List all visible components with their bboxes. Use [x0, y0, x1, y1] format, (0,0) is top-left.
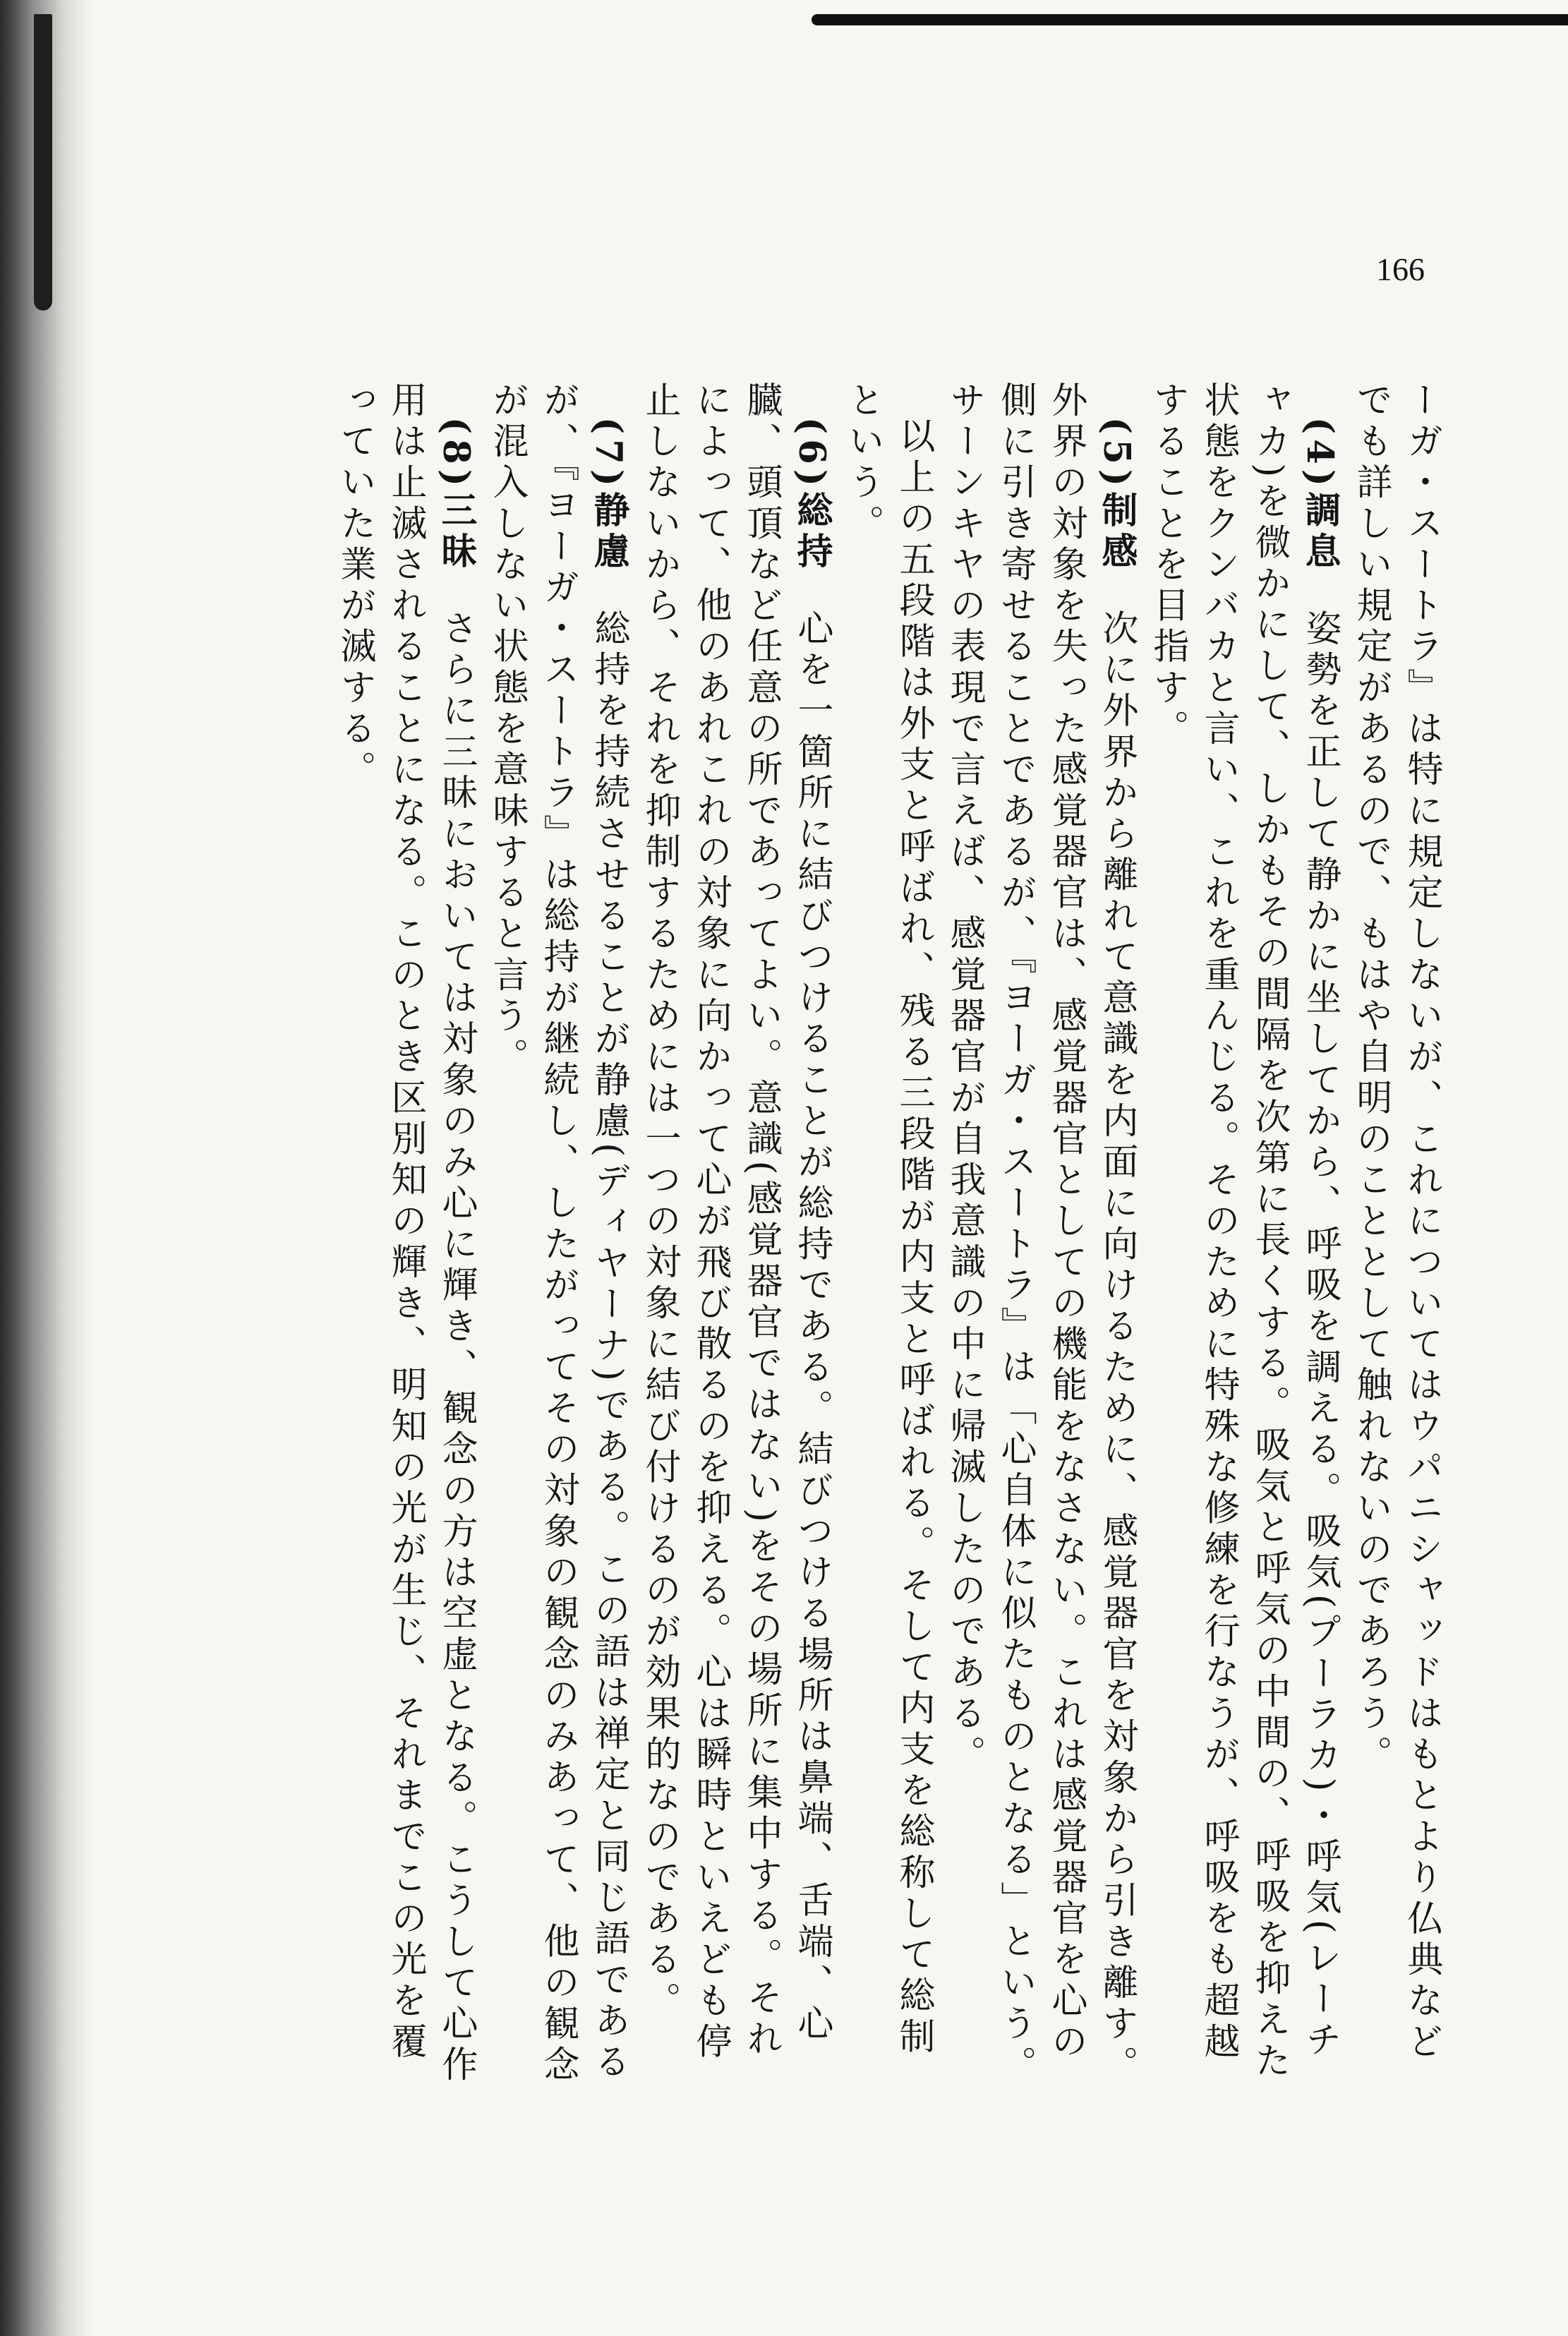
page-number: 166	[1376, 251, 1425, 287]
section-heading: (6)総持	[790, 417, 833, 574]
paragraph	[634, 381, 837, 2089]
section-heading: (8)三昧	[435, 417, 477, 574]
scan-shadow-edge	[0, 0, 92, 2336]
paragraph	[329, 381, 481, 2089]
section-heading: (4)調息	[1298, 417, 1341, 574]
paragraph-text: ーガ・スートラ』は特に規定しないが、これについてはウパニシャッドはもとより仏典などでも詳しい規定があるので、もはや自明のこととして触れないのであろう。	[1350, 381, 1442, 2064]
paragraph-text: 総持を持続させることが静慮(ディヤーナ)である。この語は禅定と同じ語であるが、『ヨーガ・スートラ』は総持が継続し、したがってその対象の観念のみあって、他の観念が混入しない状態を意味すると言う。	[486, 381, 629, 2087]
body-text	[205, 381, 1447, 2089]
paragraph-text: 姿勢を正して静かに坐してから、呼吸を調える。吸気(プーラカ)・呼気(レーチャカ)を微かにして、しかもその間隔を次第に長くする。吸気と呼気の中間の、呼吸を抑えた状態をクンバカと言い、これを重んじる。そのために特殊な修練を行なうが、呼吸をも超越することを目指す。	[1147, 381, 1341, 2083]
paragraph-text: 心を一箇所に結びつけることが総持である。結びつける場所は鼻端、舌端、心臓、頭頂など任意の所であってよい。意識(感覚器官ではない)をその場所に集中する。それによって、他のあれこれの対象に向かって心が飛び散るのを抑える。心は瞬時といえども停止しないから、それを抑制するためには一つの対象に結び付けるのが効果的なのである。	[639, 381, 833, 2064]
section-heading: (5)制感	[1095, 417, 1138, 574]
paragraph	[481, 381, 634, 2089]
scan-binding-mark	[34, 14, 52, 311]
paragraph-text: さらに三昧においては対象のみ心に輝き、観念の方は空虚となる。こうして心作用は止滅されることになる。このとき区別知の輝き、明知の光が生じ、それまでこの光を覆っていた業が滅する。	[334, 381, 477, 2087]
page-header-rule	[812, 14, 1568, 25]
paragraph-text: 次に外界から離れて意識を内面に向けるために、感覚器官を対象から引き離す。外界の対象を失った感覚器官は、感覚器官としての機能をなさない。これは感覚器官を心の側に引き寄せることであるが、『ヨーガ・スートラ』は「心自体に似たものとなる」という。サーンキヤの表現で言えば、感覚器官が自我意識の中に帰滅したのである。	[943, 381, 1138, 2087]
paragraph	[1142, 381, 1345, 2089]
paragraph	[1345, 381, 1447, 2089]
paragraph	[837, 381, 939, 2089]
section-heading: (7)静慮	[587, 417, 629, 574]
paragraph	[939, 381, 1142, 2089]
paragraph-text: 以上の五段階は外支と呼ばれ、残る三段階が内支と呼ばれる。そして内支を総称して総制という。	[842, 381, 934, 2059]
